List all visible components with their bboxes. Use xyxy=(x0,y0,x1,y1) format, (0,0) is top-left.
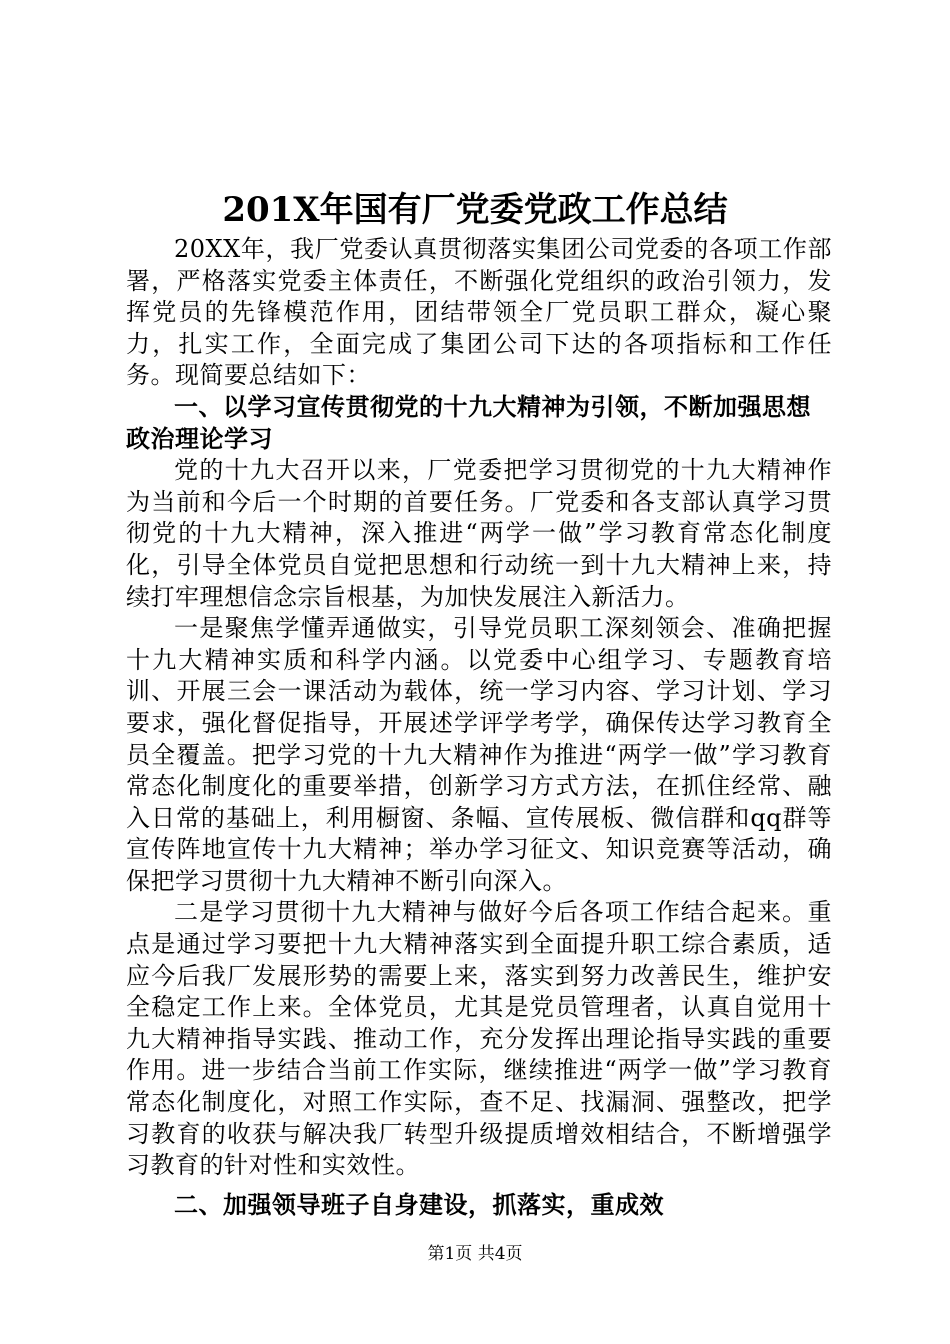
page-number: 第1页 共4页 xyxy=(427,1244,523,1264)
section-1-paragraph-2: 一是聚焦学懂弄通做实，引导党员职工深刻领会、准确把握十九大精神实质和科学内涵。以党委中心组学习、专题教育培训、开展三会一课活动为载体，统一学习内容、学习计划、学习要求，强化督促指导，开展述学评学考学，确保传达学习教育全员全覆盖。把学习党的十九大精神作为推进“两学一做”学习教育常态化制度化的重要举措，创新学习方式方法，在抓住经常、融入日常的基础上，利用橱窗、条幅、宣传展板、微信群和qq群等宣传阵地宣传十九大精神；举办学习征文、知识竞赛等活动，确保把学习贯彻十九大精神不断引向深入。 xyxy=(126,614,832,895)
intro-paragraph: 20XX年，我厂党委认真贯彻落实集团公司党委的各项工作部署，严格落实党委主体责任，不断强化党组织的政治引领力，发挥党员的先锋模范作用，团结带领全厂党员职工群众，凝心聚力，扎实工作，全面完成了集团公司下达的各项指标和工作任务。现简要总结如下： xyxy=(126,235,832,390)
section-1-paragraph-3: 二是学习贯彻十九大精神与做好今后各项工作结合起来。重点是通过学习要把十九大精神落实到全面提升职工综合素质，适应今后我厂发展形势的需要上来，落实到努力改善民生，维护安全稳定工作上来。全体党员，尤其是党员管理者，认真自觉用十九大精神指导实践、推动工作，充分发挥出理论指导实践的重要作用。进一步结合当前工作实际，继续推进“两学一做”学习教育常态化制度化，对照工作实际，查不足、找漏洞、强整改，把学习教育的收获与解决我厂转型升级提质增效相结合，不断增强学习教育的针对性和实效性。 xyxy=(126,898,832,1180)
section-2-heading: 二、加强领导班子自身建设，抓落实，重成效 xyxy=(174,1190,664,1219)
document-body xyxy=(126,234,832,1221)
section-1-heading: 一、以学习宣传贯彻党的十九大精神为引领，不断加强思想政治理论学习 xyxy=(126,392,811,453)
section-1-paragraph-1: 党的十九大召开以来，厂党委把学习贯彻党的十九大精神作为当前和今后一个时期的首要任务。厂党委和各支部认真学习贯彻党的十九大精神，深入推进“两学一做”学习教育常态化制度化，引导全体党员自觉把思想和行动统一到十九大精神上来，持续打牢理想信念宗旨根基，为加快发展注入新活力。 xyxy=(126,456,832,611)
document-title: 201X年国有厂党委党政工作总结 xyxy=(222,190,728,230)
